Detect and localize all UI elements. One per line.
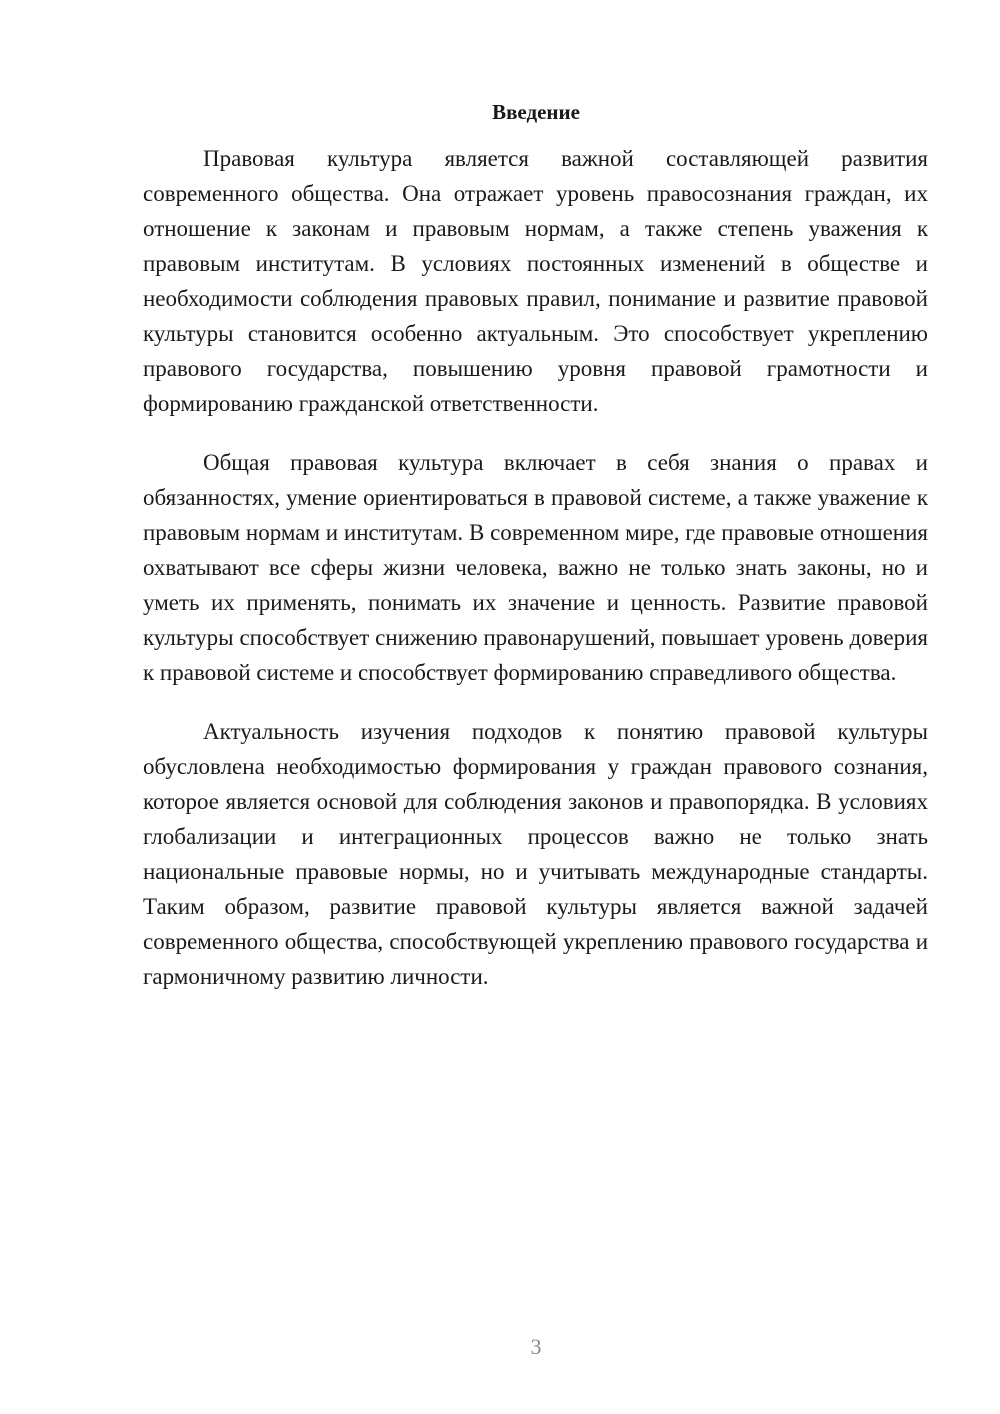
paragraph-2: Общая правовая культура включает в себя знания о правах и обязанностях, умение ориентироваться в правовой системе, а также уважение к правовым нормам и институтам. В современном мире, где правовые отношения охватывают все сферы жизни человека, важно не только знать законы, но и уметь их применять, понимать их значение и ценность. Развитие правовой культуры способствует снижению правонарушений, повышает уровень доверия к правовой системе и способствует формированию справедливого общества. [143, 450, 928, 685]
paragraph-1: Правовая культура является важной составляющей развития современного общества. Она отражает уровень правосознания граждан, их отношение к законам и правовым нормам, а также степень уважения к правовым институтам. В условиях постоянных изменений в обществе и необходимости соблюдения правовых правил, понимание и развитие правовой культуры становится особенно актуальным. Это способствует укреплению правового государства, повышению уровня правовой грамотности и формированию гражданской ответственности. [143, 146, 928, 416]
page-number: 3 [530, 1334, 542, 1359]
paragraph-3: Актуальность изучения подходов к понятию правовой культуры обусловлена необходимостью формирования у граждан правового сознания, которое является основой для соблюдения законов и правопорядка. В условиях глобализации и интеграционных процессов важно не только знать национальные правовые нормы, но и учитывать международные стандарты. Таким образом, развитие правовой культуры является важной задачей современного общества, способствующей укреплению правового государства и гармоничному развитию личности. [143, 719, 928, 989]
body-text [143, 141, 928, 1018]
page-title: Введение [492, 100, 580, 124]
